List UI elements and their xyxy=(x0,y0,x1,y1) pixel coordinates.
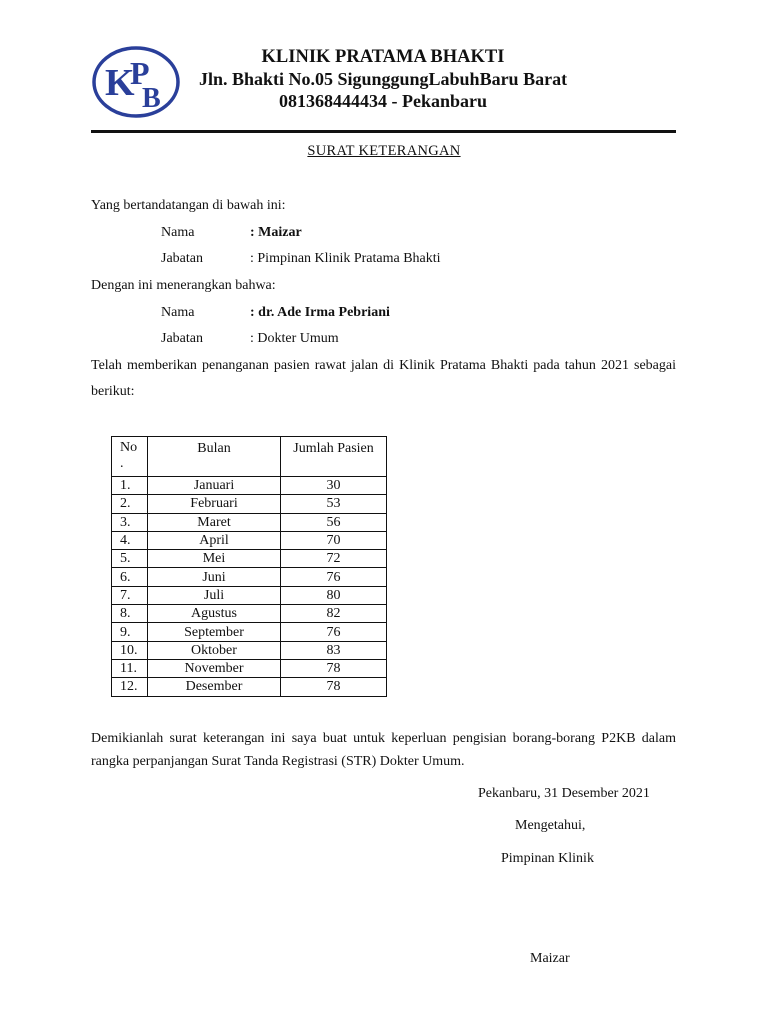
cell-patients: 78 xyxy=(281,678,387,696)
letterhead xyxy=(190,46,576,112)
cell-patients: 80 xyxy=(281,586,387,604)
cell-patients: 70 xyxy=(281,531,387,549)
cell-month: Maret xyxy=(148,513,281,531)
closing-text: Demikianlah surat keterangan ini saya buat untuk keperluan pengisian borang-borang P2KB dalam rangka perpanjangan Surat Tanda Registrasi (STR) Dokter Umum. xyxy=(91,731,676,769)
table-row xyxy=(112,641,387,659)
table-row xyxy=(112,531,387,549)
table-row xyxy=(112,550,387,568)
letterhead-rule xyxy=(91,130,676,133)
cell-patients: 82 xyxy=(281,605,387,623)
cell-no: 3. xyxy=(112,513,148,531)
cell-no: 9. xyxy=(112,623,148,641)
cell-no: 8. xyxy=(112,605,148,623)
clinic-logo xyxy=(92,46,180,118)
cell-patients: 76 xyxy=(281,568,387,586)
patient-table xyxy=(111,436,387,697)
cell-patients: 78 xyxy=(281,659,387,677)
cell-month: Februari xyxy=(148,495,281,513)
intro-text: Yang bertandatangan di bawah ini: xyxy=(91,198,286,213)
subject-position-label: Jabatan xyxy=(161,331,203,346)
cell-no: 10. xyxy=(112,641,148,659)
cell-month: September xyxy=(148,623,281,641)
table-row xyxy=(112,513,387,531)
cell-patients: 76 xyxy=(281,623,387,641)
cell-no: 7. xyxy=(112,586,148,604)
cell-patients: 30 xyxy=(281,477,387,495)
clinic-address: Jln. Bhakti No.05 SigunggungLabuhBaru Barat xyxy=(198,69,568,89)
cell-month: Juni xyxy=(148,568,281,586)
table-row xyxy=(112,605,387,623)
header-no xyxy=(112,437,148,477)
cell-month: Desember xyxy=(148,678,281,696)
cell-month: Januari xyxy=(148,477,281,495)
cell-no: 11. xyxy=(112,659,148,677)
cell-month: Oktober xyxy=(148,641,281,659)
cell-month: Juli xyxy=(148,586,281,604)
header-no-text: No . xyxy=(120,440,138,471)
subject-name-label: Nama xyxy=(161,305,195,320)
table-row xyxy=(112,477,387,495)
header-patients: Jumlah Pasien xyxy=(281,437,387,477)
document-title: SURAT KETERANGAN xyxy=(307,143,461,159)
place-date: Pekanbaru, 31 Desember 2021 xyxy=(478,786,650,801)
table-body xyxy=(112,477,387,697)
table-row xyxy=(112,495,387,513)
statement-text: Telah memberikan penanganan pasien rawat jalan di Klinik Pratama Bhakti pada tahun 2021 sebagai berikut: xyxy=(91,358,676,399)
signer-position-label: Jabatan xyxy=(161,251,203,266)
cell-month: Mei xyxy=(148,550,281,568)
table-row xyxy=(112,623,387,641)
header-month: Bulan xyxy=(148,437,281,477)
clinic-name: KLINIK PRATAMA BHAKTI xyxy=(261,47,505,67)
cell-no: 6. xyxy=(112,568,148,586)
cell-month: Agustus xyxy=(148,605,281,623)
table-row xyxy=(112,678,387,696)
table-row xyxy=(112,659,387,677)
cell-no: 5. xyxy=(112,550,148,568)
cell-no: 4. xyxy=(112,531,148,549)
cell-patients: 53 xyxy=(281,495,387,513)
signer-name-value: : Maizar xyxy=(250,225,302,240)
logo-letter-p: P xyxy=(130,55,150,91)
declare-intro: Dengan ini menerangkan bahwa: xyxy=(91,278,276,293)
cell-no: 2. xyxy=(112,495,148,513)
cell-patients: 72 xyxy=(281,550,387,568)
logo-letter-k: K xyxy=(105,62,135,104)
signer-name-label: Nama xyxy=(161,225,195,240)
table-row xyxy=(112,568,387,586)
table-header-row xyxy=(112,437,387,477)
acknowledged-label: Mengetahui, xyxy=(515,818,586,833)
signer-position-value: : Pimpinan Klinik Pratama Bhakti xyxy=(250,251,441,266)
cell-month: November xyxy=(148,659,281,677)
cell-month: April xyxy=(148,531,281,549)
signer-role: Pimpinan Klinik xyxy=(501,851,594,866)
subject-position-value: : Dokter Umum xyxy=(250,331,339,346)
clinic-phone-city: 081368444434 - Pekanbaru xyxy=(278,91,487,111)
cell-no: 12. xyxy=(112,678,148,696)
table-row xyxy=(112,586,387,604)
logo-letter-b: B xyxy=(142,83,161,114)
cell-patients: 56 xyxy=(281,513,387,531)
subject-name-value: : dr. Ade Irma Pebriani xyxy=(250,305,390,320)
cell-no: 1. xyxy=(112,477,148,495)
cell-patients: 83 xyxy=(281,641,387,659)
signer-name-signature: Maizar xyxy=(530,951,570,966)
